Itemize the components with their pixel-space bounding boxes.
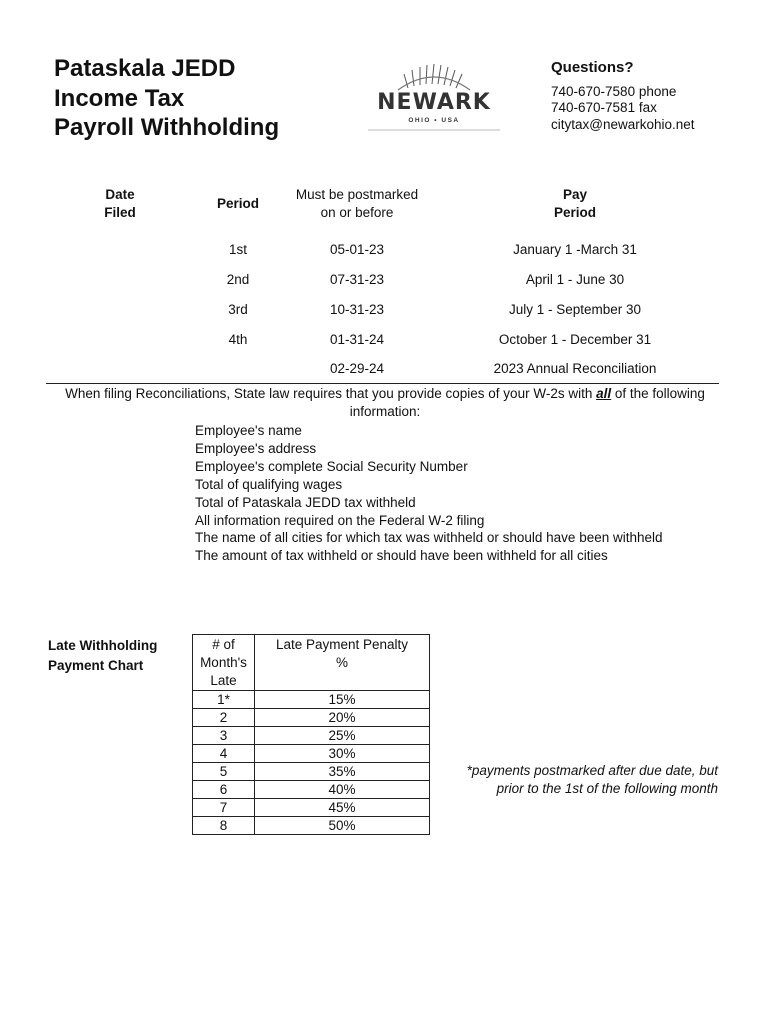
months-cell: 5 — [193, 763, 255, 781]
requirements-list — [195, 422, 663, 565]
schedule-period: 4th — [228, 332, 248, 347]
table-header-row — [193, 635, 430, 691]
title-line-2: Income Tax — [54, 84, 185, 112]
schedule-period: 3rd — [228, 302, 248, 317]
header-pay-period — [500, 186, 650, 222]
logo-wordmark: NEWARK — [377, 90, 491, 115]
list-item: Total of Pataskala JEDD tax withheld — [195, 494, 416, 510]
penalty-header — [255, 635, 430, 691]
schedule-pay-period: April 1 - June 30 — [525, 272, 625, 287]
fax-number: 740-670-7581 fax — [551, 100, 657, 115]
schedule-postmark: 07-31-23 — [329, 272, 385, 287]
months-late-header — [193, 635, 255, 691]
months-cell: 1* — [193, 691, 255, 709]
months-late-header-line-2: Late — [210, 673, 237, 688]
table-row — [193, 691, 430, 709]
penalty-cell: 45% — [255, 799, 430, 817]
questions-heading: Questions? — [551, 59, 634, 76]
table-row — [193, 709, 430, 727]
title-line-3: Payroll Withholding — [54, 114, 280, 141]
header-date-filed-line-1: Date — [105, 187, 135, 202]
penalty-header-line-1: Late Payment Penalty — [275, 637, 409, 652]
header-postmarked-line-2: on or before — [320, 205, 394, 220]
list-item: The amount of tax withheld or should have been withheld for all cities — [195, 548, 608, 564]
penalty-cell: 50% — [255, 817, 430, 835]
penalty-cell: 30% — [255, 745, 430, 763]
list-item: Employee's address — [195, 440, 317, 456]
penalty-cell: 35% — [255, 763, 430, 781]
penalty-header-line-2: % — [335, 655, 348, 670]
penalty-cell: 25% — [255, 727, 430, 745]
schedule-pay-period: January 1 -March 31 — [513, 242, 637, 257]
late-chart-label — [48, 636, 157, 676]
schedule-pay-period: October 1 - December 31 — [498, 332, 652, 347]
filing-notice-before: When filing Reconciliations, State law requires that you provide copies of your W-2s with — [65, 386, 597, 401]
months-cell: 4 — [193, 745, 255, 763]
header-date-filed — [80, 186, 160, 222]
penalty-cell: 20% — [255, 709, 430, 727]
title-line-1: Pataskala JEDD — [54, 55, 236, 82]
months-cell: 6 — [193, 781, 255, 799]
schedule-period: 2nd — [226, 272, 250, 287]
schedule-postmark: 01-31-24 — [329, 332, 385, 347]
schedule-pay-period: July 1 - September 30 — [508, 302, 642, 317]
late-chart-label-line-1: Late Withholding — [48, 638, 158, 653]
header-postmarked — [272, 186, 442, 222]
table-row — [193, 745, 430, 763]
months-late-header-line-1: # of Month's — [200, 637, 247, 670]
list-item: The name of all cities for which tax was withheld or should have been withheld — [195, 530, 663, 546]
table-row — [193, 799, 430, 817]
list-item: Total of qualifying wages — [195, 476, 343, 492]
late-payment-table — [192, 634, 430, 835]
list-item: Employee's complete Social Security Number — [195, 458, 468, 474]
divider — [46, 383, 719, 384]
filing-notice-after: of the following information: — [349, 386, 705, 419]
schedule-postmark: 10-31-23 — [329, 302, 385, 317]
table-row — [193, 763, 430, 781]
months-cell: 7 — [193, 799, 255, 817]
header-postmarked-line-1: Must be postmarked — [295, 187, 419, 202]
schedule-period: 1st — [228, 242, 247, 257]
penalty-cell: 15% — [255, 691, 430, 709]
months-cell: 2 — [193, 709, 255, 727]
header-pay-period-line-2: Period — [553, 205, 596, 220]
list-item: All information required on the Federal W-2 filing — [195, 512, 485, 528]
schedule-postmark: 05-01-23 — [329, 242, 385, 257]
contact-block — [551, 60, 695, 133]
schedule-pay-period: 2023 Annual Reconciliation — [493, 361, 657, 376]
list-item: Employee's name — [195, 423, 302, 438]
filing-notice-emphasis: all — [596, 386, 612, 401]
phone-number: 740-670-7580 phone — [551, 83, 677, 99]
table-row — [193, 781, 430, 799]
header-date-filed-line-2: Filed — [104, 205, 136, 220]
months-cell: 8 — [193, 817, 255, 835]
table-row — [193, 727, 430, 745]
filing-notice — [40, 385, 730, 421]
header-pay-period-line-1: Pay — [562, 187, 588, 202]
email-address: citytax@newarkohio.net — [551, 116, 695, 132]
header-period: Period — [216, 196, 259, 211]
table-row — [193, 817, 430, 835]
schedule-postmark: 02-29-24 — [329, 361, 385, 376]
logo-subline: OHIO • USA — [408, 117, 460, 124]
page-title — [54, 54, 279, 143]
newark-logo — [368, 60, 500, 132]
penalty-cell: 40% — [255, 781, 430, 799]
months-cell: 3 — [193, 727, 255, 745]
late-payment-note: *payments postmarked after due date, but prior to the 1st of the following month — [466, 763, 718, 796]
late-chart-label-line-2: Payment Chart — [48, 658, 144, 673]
